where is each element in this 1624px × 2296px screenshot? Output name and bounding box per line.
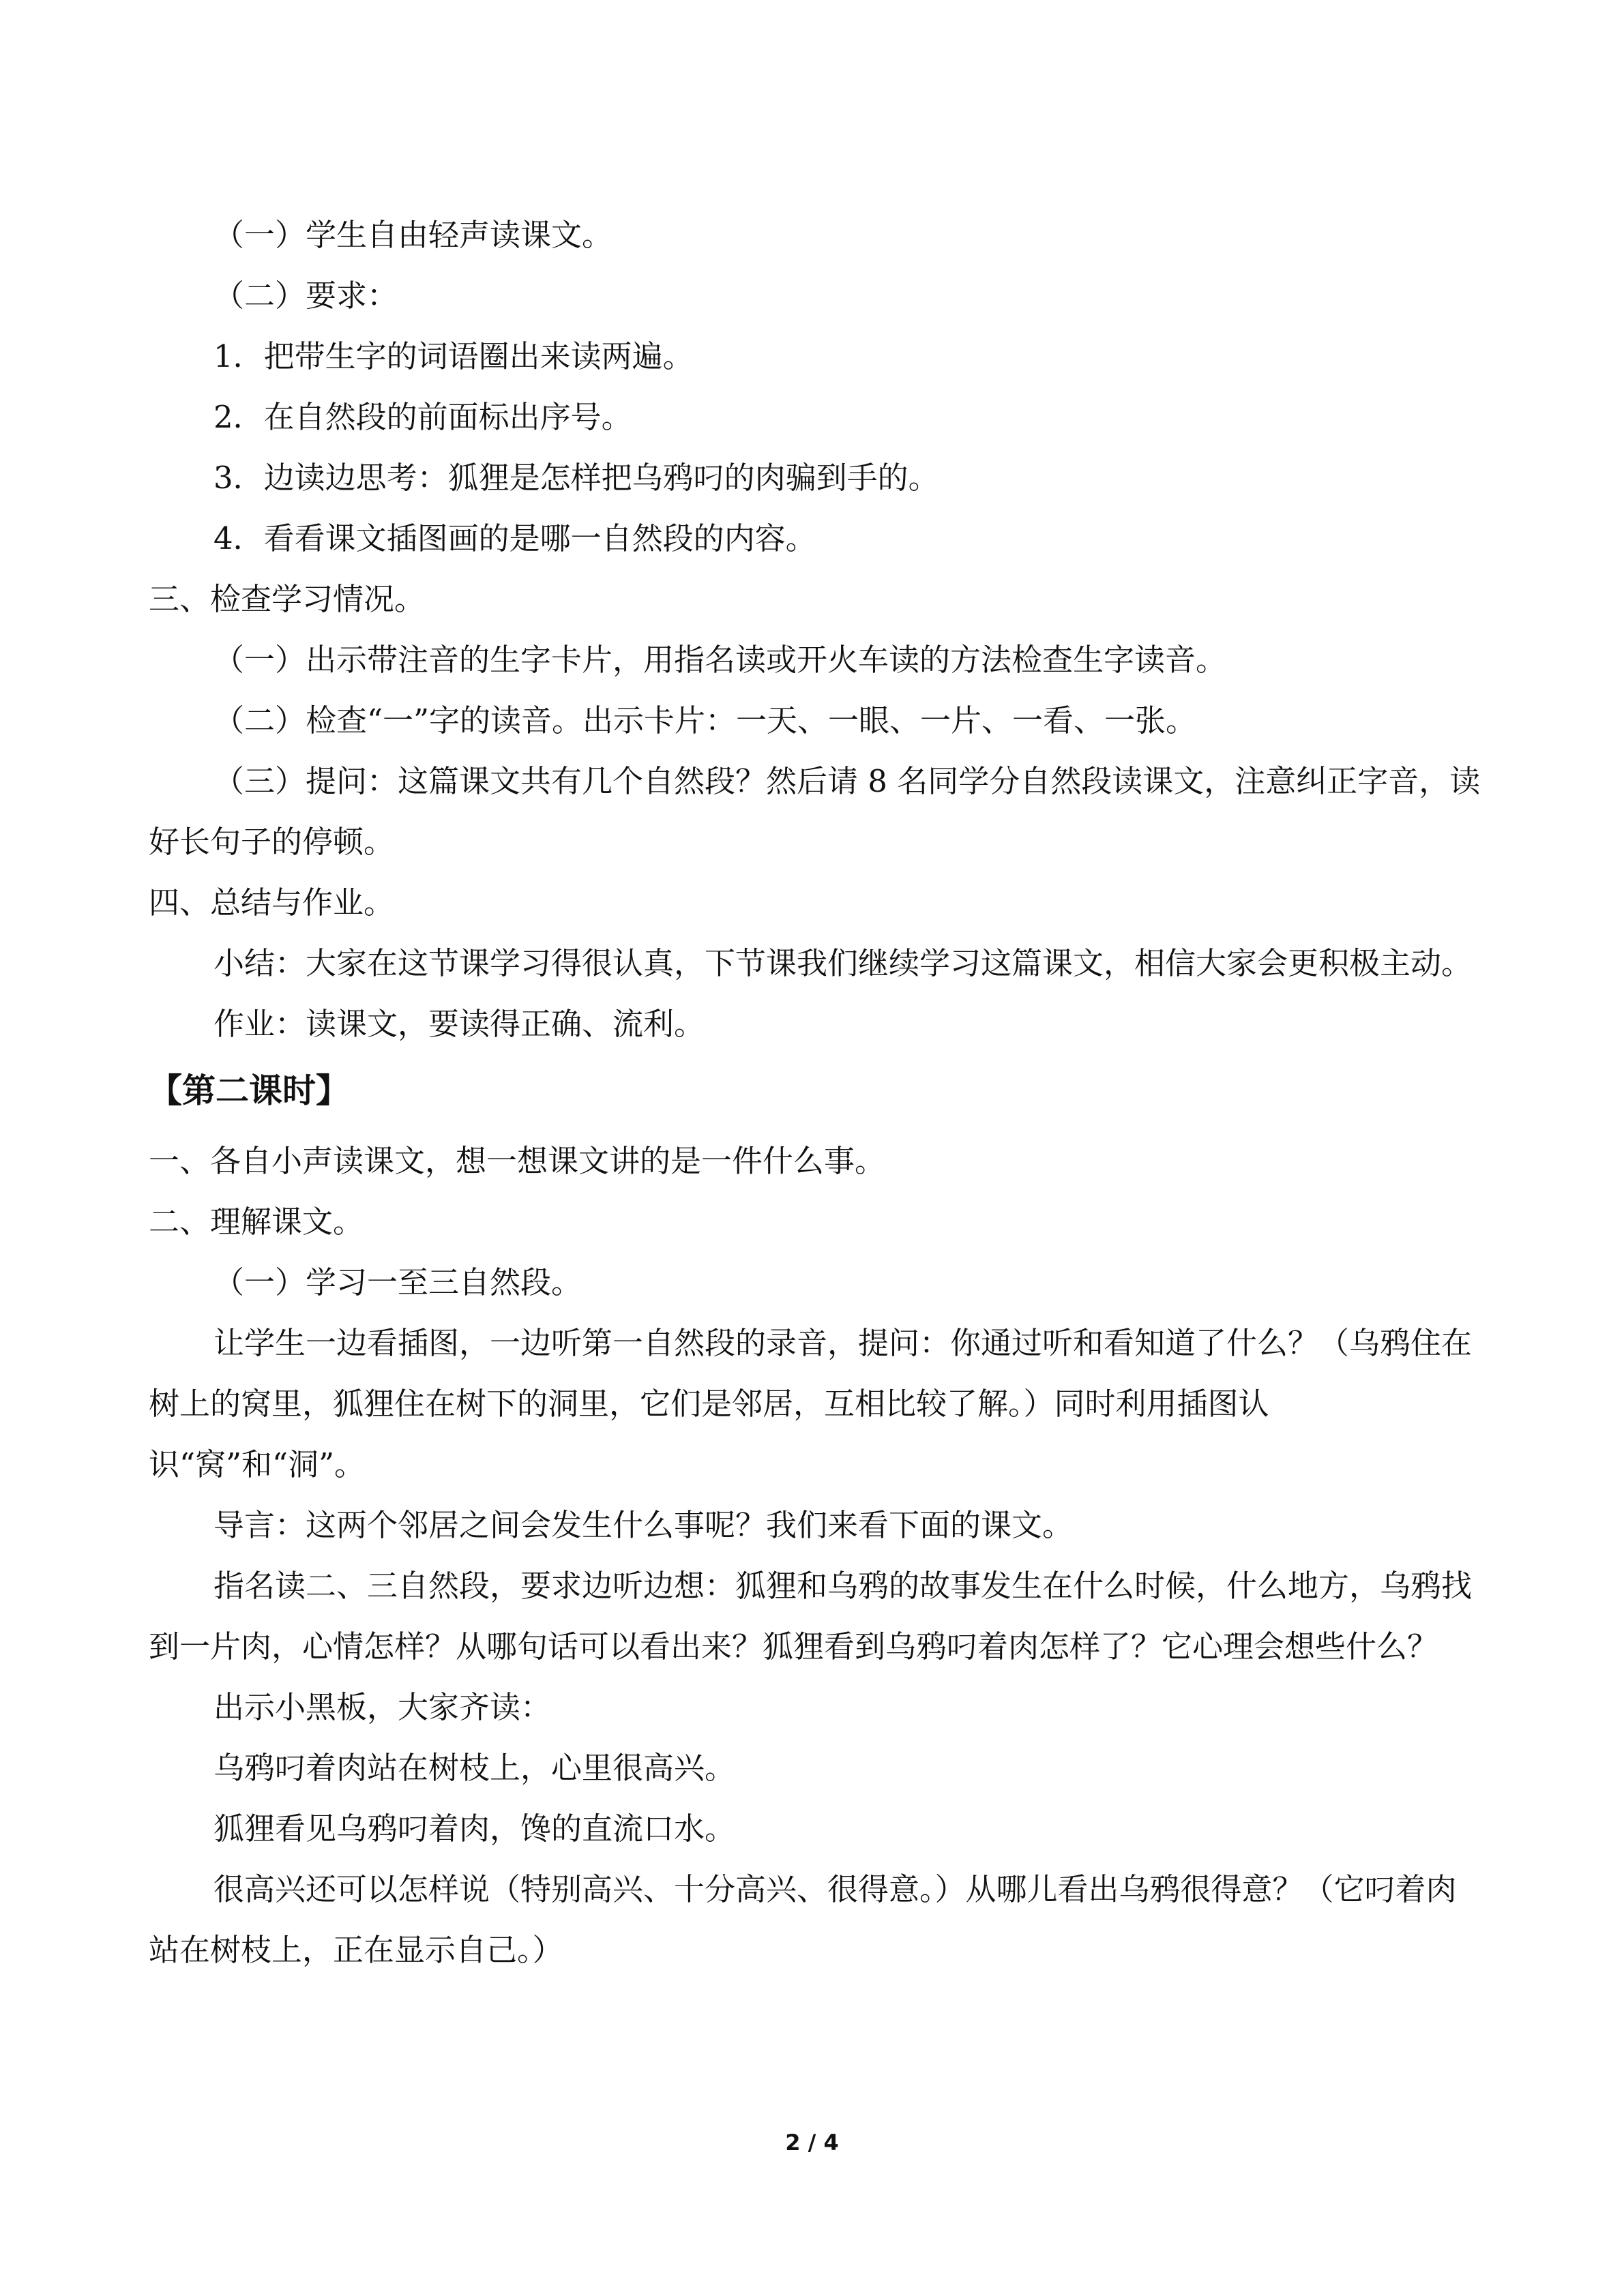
paragraph: 3．边读边思考：狐狸是怎样把乌鸦叼的肉骗到手的。 [213,460,939,496]
paragraph: 4．看看课文插图画的是哪一自然段的内容。 [213,520,816,556]
section-heading: 【第二课时】 [149,1071,350,1110]
paragraph: 一、各自小声读课文，想一想课文讲的是一件什么事。 [149,1143,886,1179]
paragraph: （二）要求： [213,278,398,314]
paragraph: 作业：读课文，要读得正确、流利。 [213,1006,705,1042]
paragraph: 指名读二、三自然段，要求边听边想：狐狸和乌鸦的故事发生在什么时候，什么地方，乌鸦找到一片肉，心情怎样？从哪句话可以看出来？狐狸看到乌鸦叼着肉怎样了？它心理会想些什么？ [149,1568,1473,1665]
paragraph: （二）检查“一”字的读音。出示卡片：一天、一眼、一片、一看、一张。 [213,702,1197,739]
paragraph: 2．在自然段的前面标出序号。 [213,399,632,435]
document-body [149,205,1482,1980]
paragraph: （一）出示带注音的生字卡片，用指名读或开火车读的方法检查生字读音。 [213,642,1227,678]
paragraph: 乌鸦叼着肉站在树枝上，心里很高兴。 [213,1750,736,1786]
paragraph: 让学生一边看插图，一边听第一自然段的录音，提问：你通过听和看知道了什么？（乌鸦住在树上的窝里，狐狸住在树下的洞里，它们是邻居，互相比较了解。）同时利用插图认识“窝”和“洞”。 [149,1325,1473,1482]
page-number: 2 / 4 [785,2130,839,2156]
paragraph: 1．把带生字的词语圈出来读两遍。 [213,338,694,374]
paragraph: 导言：这两个邻居之间会发生什么事呢？我们来看下面的课文。 [213,1507,1074,1543]
paragraph: 狐狸看见乌鸦叼着肉，馋的直流口水。 [213,1810,736,1847]
paragraph: 小结：大家在这节课学习得很认真，下节课我们继续学习这篇课文，相信大家会更积极主动。 [213,945,1473,981]
paragraph: 三、检查学习情况。 [149,581,426,617]
paragraph: （一）学生自由轻声读课文。 [213,217,613,253]
paragraph: （一）学习一至三自然段。 [213,1264,582,1300]
paragraph: 很高兴还可以怎样说（特别高兴、十分高兴、很得意。）从哪儿看出乌鸦很得意？（它叼着肉站在树枝上，正在显示自己。） [149,1871,1457,1968]
paragraph: 出示小黑板，大家齐读： [213,1689,552,1725]
paragraph: （三）提问：这篇课文共有几个自然段？然后请 8 名同学分自然段读课文，注意纠正字音，读好长句子的停顿。 [149,763,1481,860]
paragraph: 四、总结与作业。 [149,884,395,921]
paragraph: 二、理解课文。 [149,1204,364,1240]
